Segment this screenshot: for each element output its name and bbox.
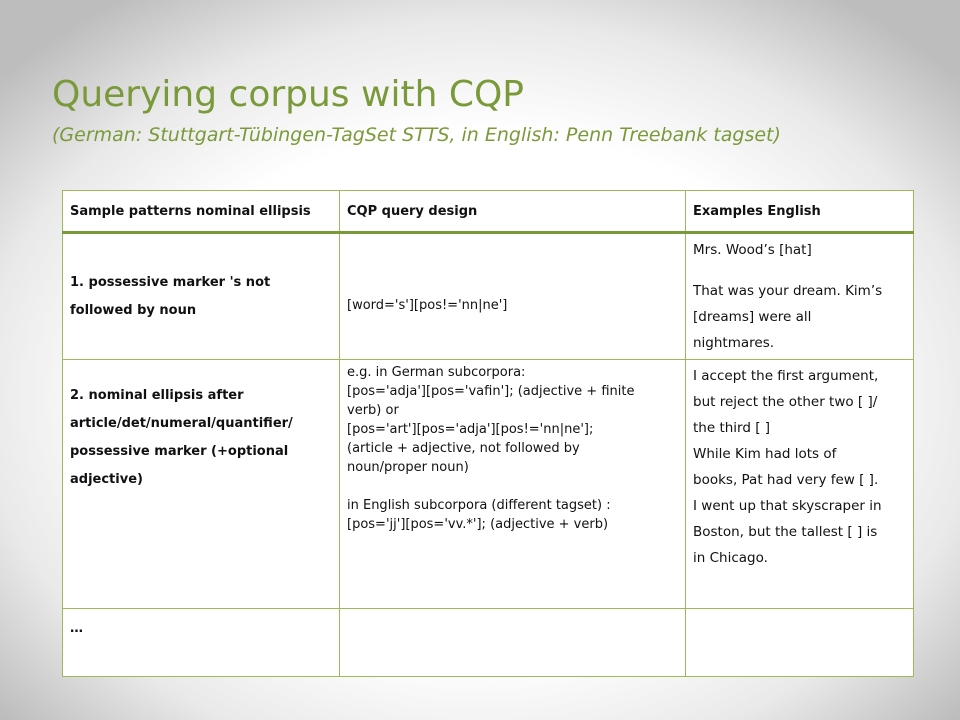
query-line: [pos='art'][pos='adja'][pos!='nn|ne']; [347, 422, 594, 437]
examples-cell [686, 233, 914, 360]
table-row [63, 233, 914, 360]
slide-title: Querying corpus with CQP [52, 74, 525, 115]
pattern-cell [63, 360, 340, 609]
example-line: That was your dream. Kim’s [693, 283, 883, 299]
pattern-cell [63, 609, 340, 677]
slide-subtitle: (German: Stuttgart-Tübingen-TagSet STTS, in English: Penn Treebank tagset) [52, 124, 781, 146]
example-line: [dreams] were all [693, 309, 812, 325]
header-examples-english: Examples English [686, 191, 914, 233]
table-row [63, 360, 914, 609]
ellipsis-marker: … [70, 621, 83, 636]
query-line: [word='s'][pos!='nn|ne'] [347, 298, 508, 313]
header-sample-patterns: Sample patterns nominal ellipsis [63, 191, 340, 233]
query-line: [pos='adja'][pos='vafin']; (adjective + finite [347, 384, 635, 399]
pattern-cell [63, 233, 340, 360]
pattern-line: 1. possessive marker 's not [70, 274, 271, 290]
example-line: books, Pat had very few [ ]. [693, 472, 879, 488]
query-line: noun/proper noun) [347, 460, 469, 475]
pattern-line: article/det/numeral/quantifier/ [70, 416, 293, 431]
query-line: (article + adjective, not followed by [347, 441, 580, 456]
example-line: Mrs. Wood’s [hat] [693, 242, 812, 258]
header-cqp-query-design: CQP query design [340, 191, 686, 233]
query-line: verb) or [347, 403, 399, 418]
example-line: nightmares. [693, 335, 775, 351]
example-line: I accept the first argument, [693, 368, 879, 384]
example-line: but reject the other two [ ]/ [693, 394, 878, 410]
example-line: the third [ ] [693, 420, 771, 436]
examples-cell [686, 360, 914, 609]
example-line: Boston, but the tallest [ ] is [693, 524, 878, 540]
query-cell [340, 609, 686, 677]
table-header-row [63, 191, 914, 233]
pattern-line: followed by noun [70, 302, 197, 318]
cqp-patterns-table [62, 190, 914, 677]
pattern-line: adjective) [70, 472, 143, 487]
pattern-line: possessive marker (+optional [70, 444, 289, 459]
example-line: While Kim had lots of [693, 446, 837, 462]
query-line: [pos='jj'][pos='vv.*']; (adjective + verb) [347, 517, 609, 532]
query-line: in English subcorpora (different tagset) : [347, 498, 611, 513]
example-line: I went up that skyscraper in [693, 498, 882, 514]
table-row [63, 609, 914, 677]
query-cell [340, 233, 686, 360]
query-line: e.g. in German subcorpora: [347, 365, 526, 380]
example-line: in Chicago. [693, 550, 768, 566]
query-cell [340, 360, 686, 609]
examples-cell [686, 609, 914, 677]
pattern-line: 2. nominal ellipsis after [70, 388, 244, 403]
